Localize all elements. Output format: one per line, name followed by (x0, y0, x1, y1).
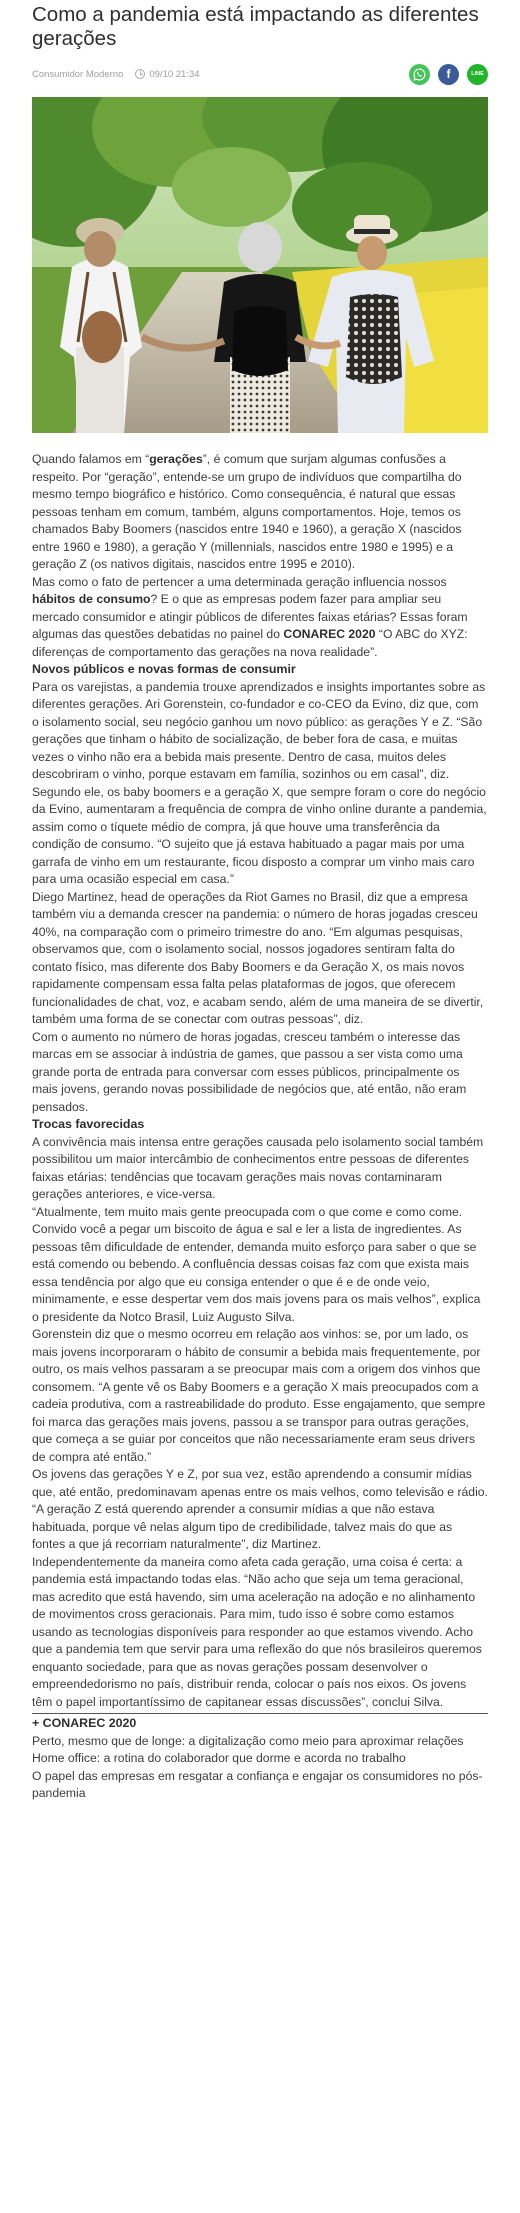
paragraph: Gorenstein diz que o mesmo ocorreu em relação aos vinhos: se, por um lado, os mais jovens incorporaram o hábito de consumir a bebida mais frequentemente, por outro, os mais velhos passaram a se preocupar mais com a origem dos vinhos que consomem. “A gente vê os Baby Boomers e a geração X mais preocupados com a cadeia produtiva, com a rastreabilidade do produto. Esse engajamento, que sempre foi marca das gerações mais jovens, passou a se transpor para outras gerações, que começa a se guiar por conceitos que não necessariamente eram seus drivers de compra até então.” (32, 1327, 486, 1464)
paragraph: Com o aumento no número de horas jogadas, cresceu também o interesse das marcas em se associar à indústria de games, que passou a ser vista como uma grande porta de entrada para conversar com esses públicos, principalmente os mais jovens, gerando novas possibilidade de negócios que, até então, não eram pensados. (32, 1029, 467, 1114)
facebook-icon[interactable]: f (438, 64, 459, 85)
paragraph: Os jovens das gerações Y e Z, por sua vez, estão aprendendo a consumir mídias que, até então, predominavam apenas entre os mais velhos, como televisão e rádio. “A geração Z está querendo aprender a consumir mídias a que não estava habituada, porque vê nelas algum tipo de credibilidade, talvez mais do que as fontes a que já recorriam naturalmente”, diz Martinez. (32, 1467, 488, 1551)
paragraph: Para os varejistas, a pandemia trouxe aprendizados e insights importantes sobre as diferentes gerações. Ari Gorenstein, co-fundador e co-CEO da Evino, diz que, com o isolamento social, seu negócio ganhou um novo público: as gerações Y e Z. “São gerações que tinham o hábito de socialização, de beber fora de casa, e muitas vezes o vinho não era a bebida mais presente. Dentro de casa, muitos deles descobriram o vinho, porque estavam em família, sozinhos ou em casal”, diz. (32, 679, 486, 781)
paragraph: Independentemente da maneira como afeta cada geração, uma coisa é certa: a pandemia está impactando todas elas. “Não acho que seja um tema geracional, mas acredito que está havendo, sim uma aceleração na adoção e no alinhamento de movimentos cross geracionais. Para mim, tudo isso é sobre como estamos usando as tecnologias disponíveis para responder ao que estamos vivendo. Acho que a pandemia tem que servir para uma reflexão do que nós brasileiros queremos enquanto sociedade, para que as novas gerações possam desenvolver o empreendedorismo no país, distribuir renda, colocar o país nos eixos. Os jovens têm o papel importantíssimo de capitanear essas discussões”, conclui Silva. (32, 1554, 482, 1709)
section-heading: Trocas favorecidas (32, 1117, 145, 1131)
related-heading: + CONAREC 2020 (32, 1716, 137, 1730)
section-heading: Novos públicos e novas formas de consumir (32, 662, 296, 676)
paragraph: Segundo ele, os baby boomers e a geração X, que sempre foram o core do negócio da Evino, aumentaram a frequência de compra de vinho online durante a pandemia, assim como o tíquete médio de compra, já que houve uma transferência da condição de consumo. “O sujeito que já estava habituado a pagar mais por uma garrafa de vinho em um restaurante, ficou disposto a comprar um vinho mais caro para uma ocasião especial em casa.” (32, 784, 487, 886)
article-body (32, 451, 488, 1803)
related-link[interactable]: Perto, mesmo que de longe: a digitalização como meio para aproximar relações (32, 1733, 464, 1748)
line-icon[interactable]: LINE (467, 64, 488, 85)
whatsapp-glyph (413, 68, 426, 81)
bold-term: CONAREC 2020 (283, 627, 376, 641)
text-span: ? E o que as empresas podem fazer para ampliar seu mercado consumidor e atingir públicos de diferentes faixas etárias? Essas foram algumas das questões debatidas no painel do (32, 592, 468, 641)
paragraph: A convivência mais intensa entre gerações causada pelo isolamento social também possibilitou um maior intercâmbio de conhecimentos entre pessoas de diferentes faixas etárias: tendências que tocavam gerações mais novas contaminaram gerações anteriores, e vice-versa. (32, 1134, 484, 1201)
text-span: Mas como o fato de pertencer a uma determinada geração influencia nossos (32, 574, 447, 589)
related-link[interactable]: Home office: a rotina do colaborador que dorme e acorda no trabalho (32, 1751, 406, 1765)
article-meta (32, 63, 488, 85)
bold-term: hábitos de consumo (32, 592, 151, 606)
share-buttons (409, 64, 488, 85)
paragraph: Diego Martinez, head de operações da Riot Games no Brasil, diz que a empresa também viu a demanda crescer na pandemia: o número de horas jogadas cresceu 40%, na comparação com o primeiro trimestre do ano. “Em algumas pesquisas, observamos que, com o isolamento social, nossos jogadores sentiram falta do contato físico, mas diferente dos Baby Boomers e da Geração X, os mais novos rapidamente compensam essa falta pelas plataformas de jogos, que oferecem funcionalidades de chat, voz, e acabam sendo, além de uma maneira de se divertir, também uma forma de se conectar com outras pessoas”, diz. (32, 889, 484, 1026)
text-span: Quando falamos em “ (32, 452, 150, 466)
bold-term: gerações (149, 452, 203, 466)
author-link[interactable]: Consumidor Moderno (32, 68, 124, 80)
timestamp: 09/10 21:34 (149, 68, 200, 80)
whatsapp-icon[interactable] (409, 64, 430, 85)
clock-icon (135, 69, 145, 79)
related-link[interactable]: O papel das empresas em resgatar a confiança e engajar os consumidores no pós-pandemia (32, 1768, 483, 1800)
text-span: “O ABC do XYZ: diferenças de comportamento das gerações na nova realidade”. (32, 627, 468, 659)
divider (32, 1713, 488, 1714)
paragraph (32, 451, 488, 574)
paragraph (32, 574, 488, 662)
article-photo (32, 97, 488, 433)
article-title: Como a pandemia está impactando as diferentes gerações (32, 3, 479, 50)
paragraph: “Atualmente, tem muito mais gente preocupada com o que come e como come. Convido você a pegar um biscoito de água e sal e ler a lista de ingredientes. As pessoas têm dificuldade de entender, demanda muito esforço para saber o que se está comendo ou bebendo. A confluência dessas coisas faz com que exista mais essa tendência por algo que eu consiga entender o que é e de onde veio, minimamente, e esse despertar vem dos mais jovens para os mais velhos”, explica o presidente da Notco Brasil, Luiz Augusto Silva. (32, 1204, 481, 1324)
related-links (32, 1715, 488, 1803)
text-span: ”, é comum que surjam algumas confusões a respeito. Por “geração”, entende-se um grupo de indivíduos que compartilha do mesmo tempo biográfico e histórico. Como consequência, é natural que essas pessoas tenham em comum, também, alguns comportamentos. Hoje, temos os chamados Baby Boomers (nascidos entre 1940 e 1960), a geração X (nascidos entre 1960 e 1980), a geração Y (millennials, nascidos entre 1980 e 1995) e a geração Z (os nativos digitais, nascidos entre 1995 e 2010). (32, 452, 462, 571)
